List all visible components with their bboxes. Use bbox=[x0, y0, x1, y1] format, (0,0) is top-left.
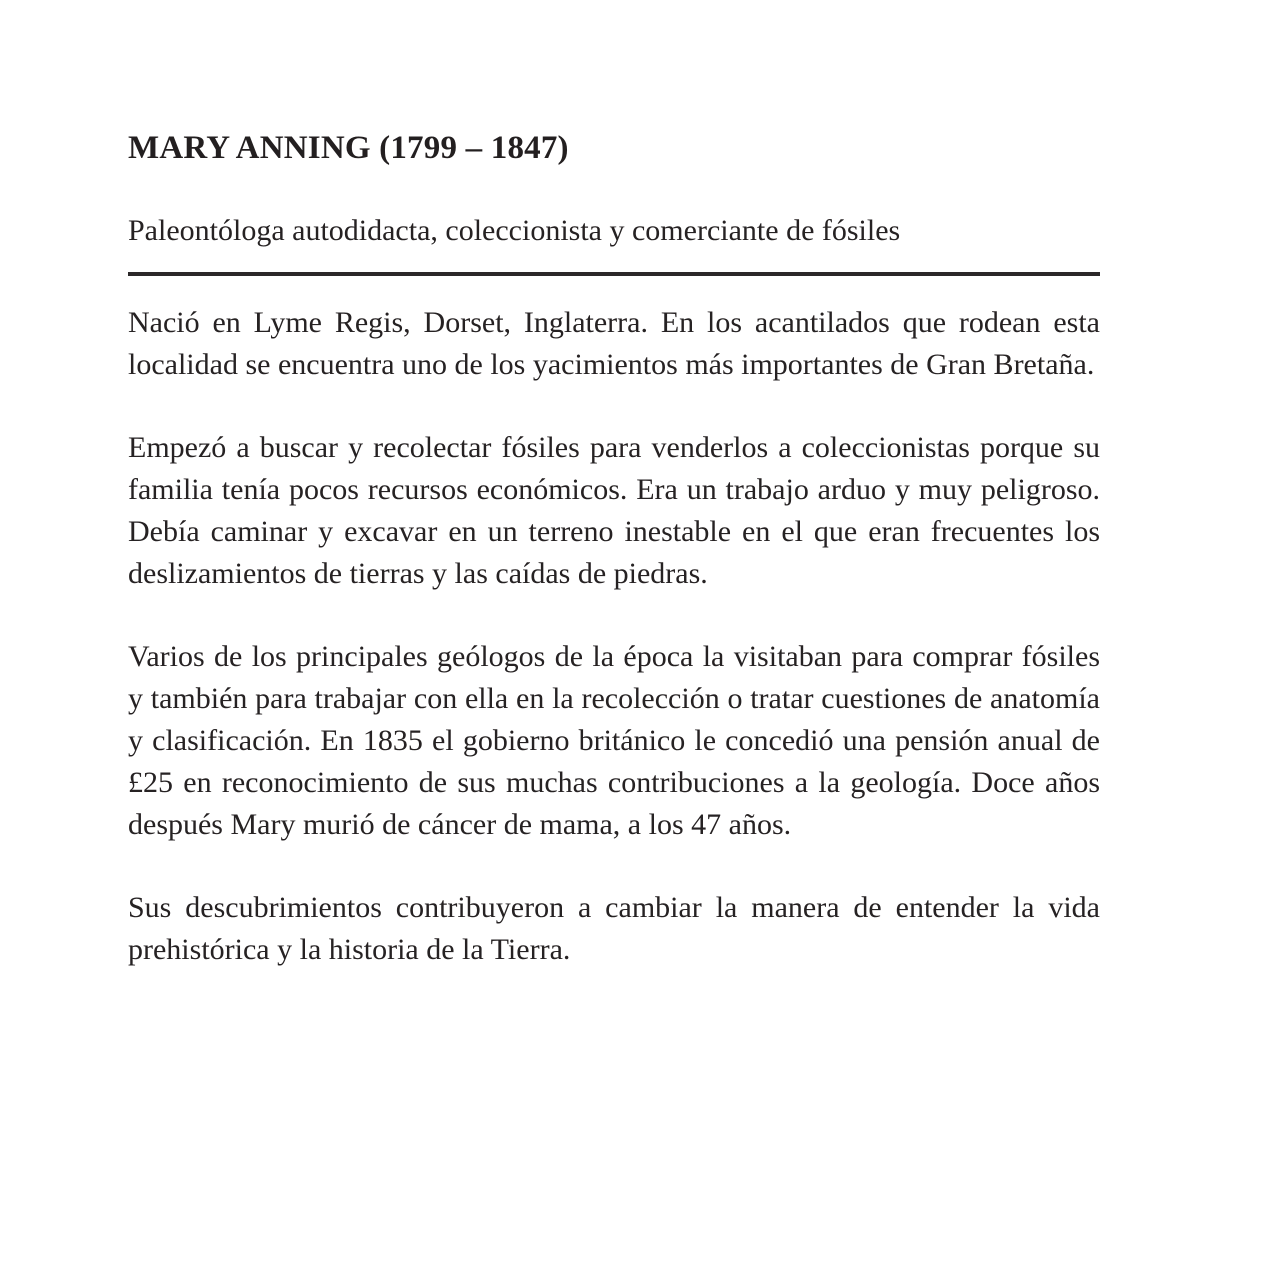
body-paragraph-1: Nació en Lyme Regis, Dorset, Inglaterra. En los acantilados que rodean esta localidad se encuentra uno de los yacimientos más importantes de Gran Bretaña. bbox=[128, 306, 1100, 381]
document-body bbox=[128, 128, 1100, 971]
body-paragraph-3: Varios de los principales geólogos de la época la visitaban para comprar fósiles y también para trabajar con ella en la recolección o tratar cuestiones de anatomía y clasificación. En 1835 el gobierno británico le concedió una pensión anual de £25 en reconocimiento de sus muchas contribuciones a la geología. Doce años después Mary murió de cáncer de mama, a los 47 años. bbox=[128, 640, 1100, 841]
body-paragraph-2: Empezó a buscar y recolectar fósiles para venderlos a coleccionistas porque su familia tenía pocos recursos económicos. Era un trabajo arduo y muy peligroso. Debía caminar y excavar en un terreno inestable en el que eran frecuentes los deslizamientos de tierras y las caídas de piedras. bbox=[128, 431, 1100, 590]
document-subtitle: Paleontóloga autodidacta, coleccionista y comerciante de fósiles bbox=[128, 214, 901, 247]
page-title: MARY ANNING (1799 – 1847) bbox=[128, 130, 569, 166]
body-paragraph-4: Sus descubrimientos contribuyeron a cambiar la manera de entender la vida prehistórica y la historia de la Tierra. bbox=[128, 891, 1100, 966]
title-divider bbox=[128, 272, 1100, 276]
